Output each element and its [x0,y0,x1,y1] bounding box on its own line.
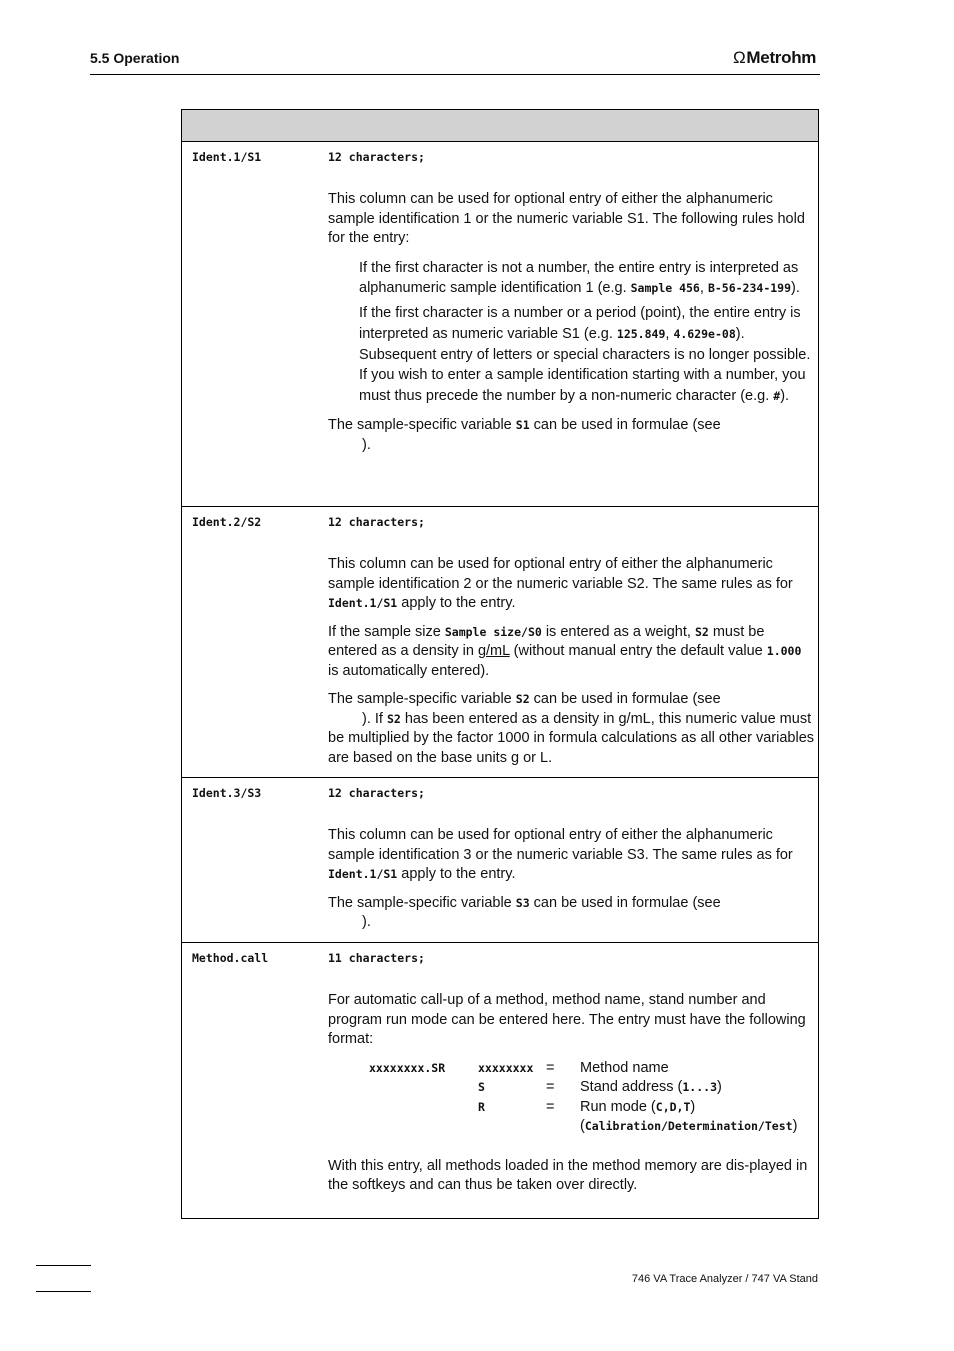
metrohm-logo [733,48,816,68]
formula-paragraph: The sample-specific variable S3 can be used in formulae (see ). [328,894,721,930]
param-type: 12 characters; [328,150,425,164]
section-title: 5.5 Operation [90,50,180,66]
description-paragraph: With this entry, all methods loaded in the method memory are dis-played in the softkeys and can thus be taken over directly. [328,1157,808,1193]
format-equals: = [546,1098,555,1115]
param-description [328,190,812,464]
description-paragraph: This column can be used for optional entry of either the alphanumeric sample identification 2 or the numeric variable S2. The same rules as for Ident.1/S1 apply to the entry. [328,556,793,611]
formula-paragraph: The sample-specific variable S2 can be used in formulae (see ). If S2 has been entered as a density in g/mL, this numeric value must be multiplied by the factor 1000 in formula calculations as all other variables are based on the base units g or L. [328,691,815,766]
param-name: Ident.3/S3 [192,786,262,800]
param-description [328,555,815,777]
description-paragraph: For automatic call-up of a method, method name, stand number and program run mode can be entered here. The entry must have the following format: [328,992,806,1047]
param-name: Ident.1/S1 [192,150,262,164]
rule-paragraph: If the first character is a number or a period (point), the entire entry is interpreted as numeric variable S1 (e.g. 125.849, 4.629e-08). Subsequent entry of letters or special characters is no longer possible. If you wish to enter a sample identification starting with a number, you must thus precede the number by a non-numeric character (e.g. #). [359,305,811,405]
format-pattern: xxxxxxxx.SR [369,1060,446,1075]
format-description: Run mode (C,D,T) [580,1098,696,1115]
format-key: S [478,1080,485,1094]
logo-text: Metrohm [746,48,817,67]
table-row-ident3 [182,778,818,943]
param-type: 12 characters; [328,515,425,529]
table-row-method-call [182,943,818,1217]
format-spec [369,1059,812,1151]
param-description [328,991,812,1205]
format-key: xxxxxxxx [478,1060,534,1075]
param-name: Method.call [192,951,269,965]
runmode-detail: (Calibration/Determination/Test) [580,1118,798,1134]
parameter-table [181,109,819,1219]
param-description [328,826,812,942]
format-equals: = [546,1059,555,1076]
description-paragraph: This column can be used for optional entry of either the alphanumeric sample identification 3 or the numeric variable S3. The same rules as for Ident.1/S1 apply to the entry. [328,827,793,882]
footer-rule [36,1291,91,1292]
description-paragraph: This column can be used for optional entry of either the alphanumeric sample identification 1 or the numeric variable S1. The following rules hold for the entry: [328,191,805,246]
rule-paragraph: If the first character is not a number, the entire entry is interpreted as alphanumeric sample identification 1 (e.g. Sample 456, B-56-234-199). [359,259,800,297]
format-description: Stand address (1...3) [580,1079,722,1095]
param-type: 12 characters; [328,786,425,800]
format-equals: = [546,1079,555,1095]
format-key: R [478,1099,485,1114]
footer-product: 746 VA Trace Analyzer / 747 VA Stand [631,1273,818,1285]
header-rule [90,74,820,75]
param-name: Ident.2/S2 [192,515,262,529]
density-paragraph: If the sample size Sample size/S0 is entered as a weight, S2 must be entered as a density in g/mL (without manual entry the default value 1.000 is automatically entered). [328,623,802,679]
formula-paragraph: The sample-specific variable S1 can be used in formulae (see ). [328,417,721,453]
footer-rule [36,1265,91,1266]
param-type: 11 characters; [328,951,425,965]
format-description: Method name [580,1059,669,1076]
omega-icon: Ω [733,48,746,67]
table-row-ident1 [182,142,818,507]
table-row-ident2 [182,507,818,778]
table-header-bar [182,110,818,142]
